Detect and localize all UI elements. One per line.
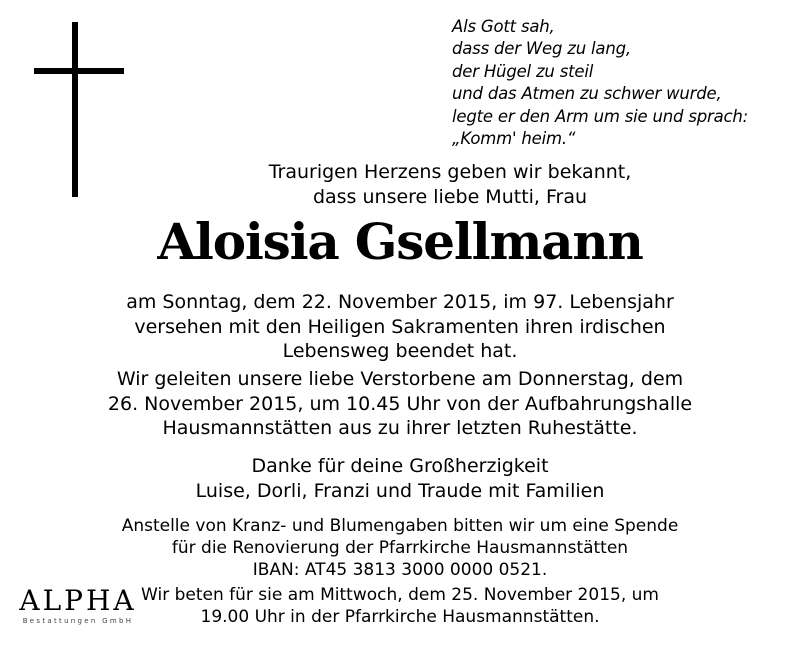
intro-line: dass unsere liebe Mutti, Frau	[312, 186, 588, 208]
funeral-home-logo	[14, 586, 142, 626]
thanks-and-family	[50, 454, 750, 503]
funeral-line: 26. November 2015, um 10.45 Uhr von der Aufbahrungshalle	[107, 392, 693, 415]
iban-line: IBAN: AT45 3813 3000 0000 0521.	[252, 560, 548, 580]
poem-line: Als Gott sah,	[452, 17, 555, 36]
donation-line: für die Renovierung der Pfarrkirche Hausmannstätten	[171, 538, 629, 558]
cross-icon	[34, 22, 124, 197]
prayer-notice	[50, 584, 750, 628]
donation-line: Anstelle von Kranz- und Blumengaben bitten wir um eine Spende	[121, 516, 679, 536]
logo-subtitle: Bestattungen GmbH	[22, 617, 134, 625]
funeral-line: Wir geleiten unsere liebe Verstorbene am Donnerstag, dem	[116, 368, 684, 390]
poem	[452, 16, 792, 150]
prayer-line: Wir beten für sie am Mittwoch, dem 25. November 2015, um	[141, 585, 659, 605]
intro-text	[200, 160, 700, 210]
intro-line: Traurigen Herzens geben wir bekannt,	[268, 161, 632, 183]
death-notice-line: Lebensweg beendet hat.	[282, 340, 518, 362]
family-line: Luise, Dorli, Franzi und Traude mit Familien	[195, 479, 605, 502]
thanks-line: Danke für deine Großherzigkeit	[251, 455, 549, 477]
death-notice-line: am Sonntag, dem 22. November 2015, im 97. Lebensjahr	[126, 291, 674, 313]
death-notice-line: versehen mit den Heiligen Sakramenten ihren irdischen	[134, 315, 666, 338]
poem-line: dass der Weg zu lang,	[452, 39, 631, 59]
poem-line: der Hügel zu steil	[452, 61, 594, 81]
funeral-details	[50, 367, 750, 441]
logo-word: ALPHA	[19, 584, 137, 617]
deceased-name: Aloisia Gsellmann	[157, 212, 643, 271]
donation-request	[50, 515, 750, 581]
poem-line: und das Atmen zu schwer wurde,	[452, 84, 722, 104]
poem-line: „Komm' heim.“	[452, 129, 576, 149]
death-notice	[50, 290, 750, 364]
poem-line: legte er den Arm um sie und sprach:	[452, 106, 749, 126]
funeral-line: Hausmannstätten aus zu ihrer letzten Ruhestätte.	[162, 417, 638, 439]
prayer-line: 19.00 Uhr in der Pfarrkirche Hausmannstätten.	[200, 607, 600, 627]
